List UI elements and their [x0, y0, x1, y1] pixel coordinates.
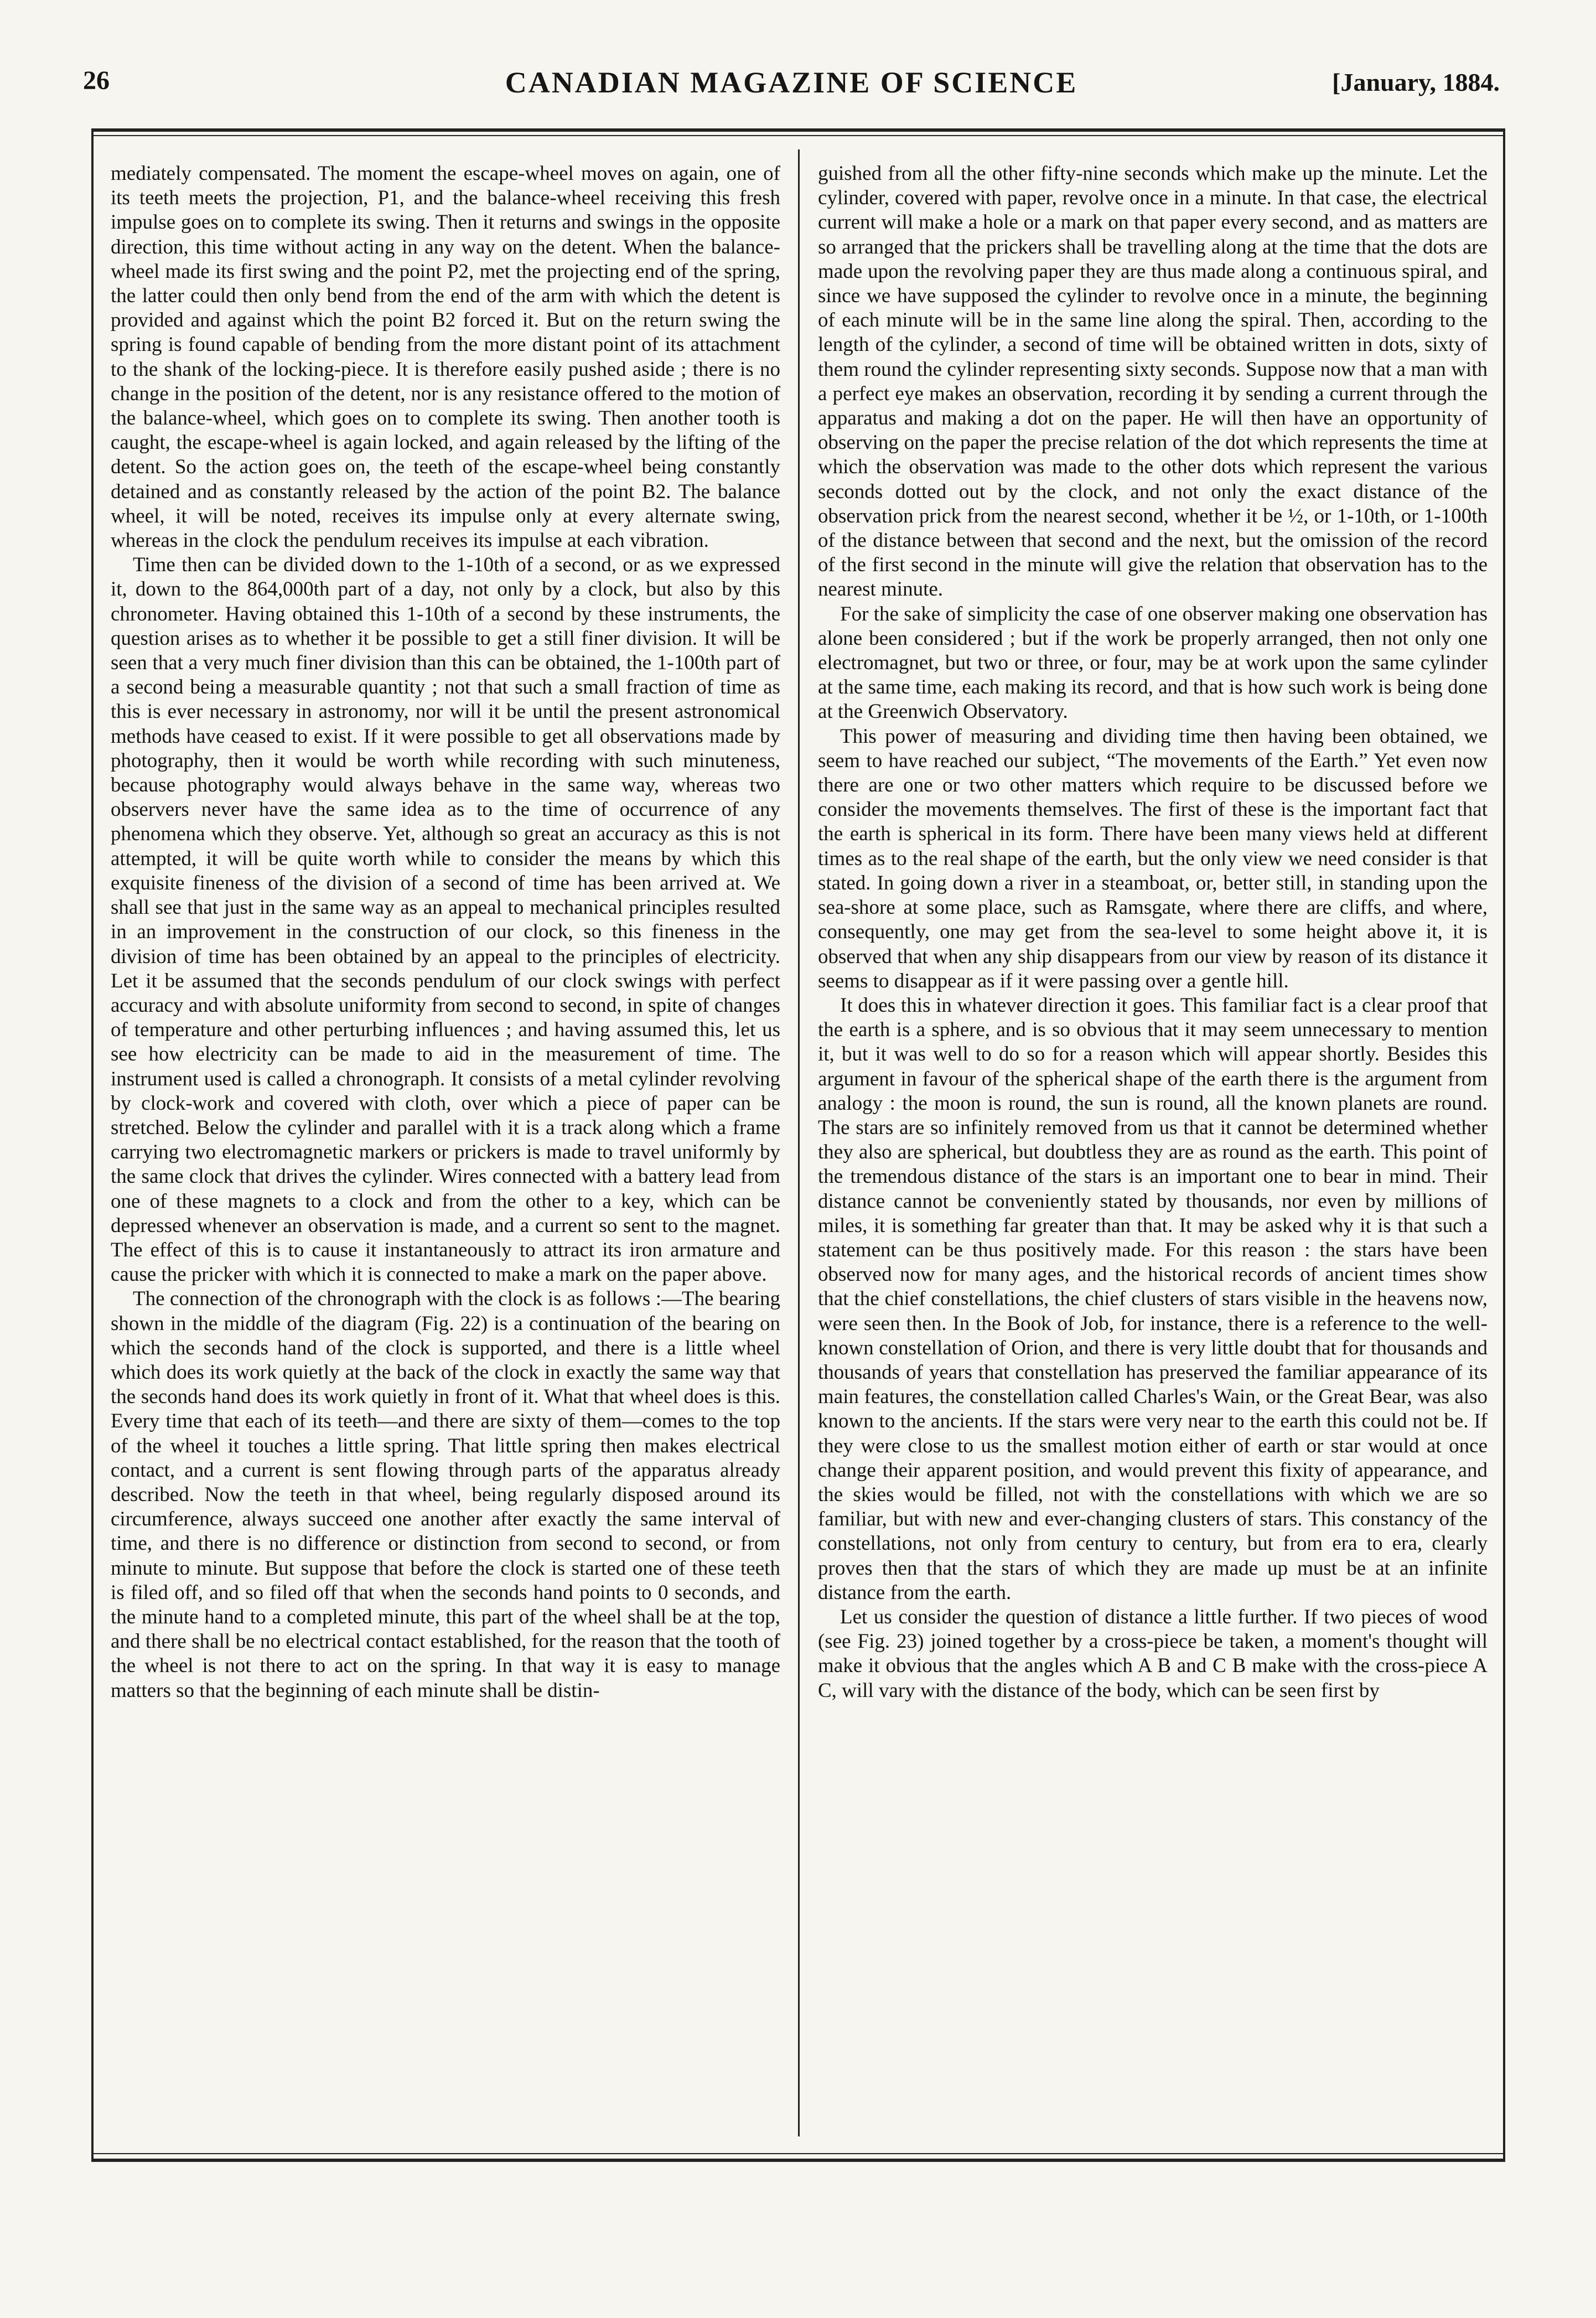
paragraph: Time then can be divided down to the 1-10th of a second, or as we expressed it, down to the 864,000th part of a day, not only by a clock, but also by this chronometer. Having obtained this 1-10th of a second by these instruments, the question arises as to whether it be possible to get a still finer division. It will be seen that a very much finer division than this can be obtained, the 1-100th part of a second being a measurable quantity ; not that such a small fraction of time as this is ever necessary in astronomy, nor will it be until the present astronomical methods have ceased to exist. If it were possible to get all observations made by photography, then it would be worth while recording with such minuteness, because photography would always behave in the same way, whereas two observers never have the same idea as to the time of occurrence of any phenomena which they observe. Yet, although so great an accuracy as this is not attempted, it will be quite worth while to consider the means by which this exquisite fineness of the division of a second of time has been arrived at. We shall see that just in the same way as an appeal to mechanical principles resulted in an improvement in the construction of our clock, so this fineness in the division of time has been obtained by an appeal to the principles of electricity. Let it be assumed that the seconds pendulum of our clock swings with perfect accuracy and with absolute uniformity from second to second, in spite of changes of temperature and other perturbing influences ; and having assumed this, let us see how electricity can be made to aid in the measurement of time. The instrument used is called a chronograph. It consists of a metal cylinder revolving by clock-work and covered with cloth, over which a piece of paper can be stretched. Below the cylinder and parallel with it is a track along which a frame carrying two electromagnetic markers or prickers is made to travel uniformly by the same clock that drives the cylinder. Wires connected with a battery lead from one of these magnets to a clock and from the other to a key, which can be depressed whenever an observation is made, and a current so sent to the magnet. The effect of this is to cause it instantaneously to attract its iron armature and cause the pricker with which it is connected to make a mark on the paper above.	[111, 553, 780, 1286]
bottom-rule-thin	[91, 2153, 1505, 2154]
frame-left-border	[91, 128, 94, 2162]
running-head: CANADIAN MAGAZINE OF SCIENCE	[505, 66, 1078, 99]
frame-right-border	[1503, 128, 1505, 2162]
left-column	[111, 162, 780, 2143]
paragraph: It does this in whatever direction it goes. This familiar fact is a clear proof that the earth is a sphere, and is so obvious that it may seem unnecessary to mention it, but it was well to do so for a reason which will appear shortly. Besides this argument in favour of the spherical shape of the earth there is the argument from analogy : the moon is round, the sun is round, all the known planets are round. The stars are so infinitely removed from us that it cannot be determined whether they also are spherical, but doubtless they are as round as the earth. This point of the tremendous distance of the stars is an important one to bear in mind. Their distance cannot be conveniently stated by thousands, nor even by millions of miles, it is something far greater than that. It may be asked why it is that such a statement can be thus positively made. For this reason : the stars have been observed now for many ages, and the historical records of ancient times show that the chief constellations, the chief clusters of stars visible in the heavens now, were seen then. In the Book of Job, for instance, there is a reference to the well-known constellation of Orion, and there is very little doubt that for thousands and thousands of years that constellation has preserved the familiar appearance of its main features, the constellation called Charles's Wain, or the Great Bear, was also known to the ancients. If the stars were very near to the earth this could not be. If they were close to us the smallest motion either of earth or star would at once change their apparent position, and would prevent this fixity of appearance, and the skies would be filled, not with the constellations with which we are so familiar, but with new and ever-changing clusters of stars. This constancy of the constellations, not only from century to century, but from era to era, clearly proves then that the stars of which they are made up must be at an infinite distance from the earth.	[818, 994, 1488, 1604]
top-rule-thin	[91, 135, 1505, 136]
page-header	[83, 65, 1500, 115]
column-divider	[798, 149, 800, 2136]
paragraph: mediately compensated. The moment the escape-wheel moves on again, one of its teeth meets the projection, P1, and the balance-wheel receiving this fresh impulse goes on to complete its swing. Then it returns and swings in the opposite direction, this time without acting in any way on the detent. When the balance-wheel made its first swing and the point P2, met the projecting end of the spring, the latter could then only bend from the end of the arm with which the detent is provided and against which the point B2 forced it. But on the return swing the spring is found capable of bending from the more distant point of its attachment to the shank of the locking-piece. It is therefore easily pushed aside ; there is no change in the position of the detent, nor is any resistance offered to the motion of the balance-wheel, which goes on to complete its swing. Then another tooth is caught, the escape-wheel is again locked, and again released by the lifting of the detent. So the action goes on, the teeth of the escape-wheel being constantly detained and as constantly released by the action of the point B2. The balance wheel, it will be noted, receives its impulse only at every alternate swing, whereas in the clock the pendulum receives its impulse at each vibration.	[111, 162, 780, 552]
paragraph: For the sake of simplicity the case of one observer making one observation has alone been considered ; but if the work be properly arranged, then not only one electromagnet, but two or three, or four, may be at work upon the same cylinder at the same time, each making its record, and that is how such work is being done at the Greenwich Observatory.	[818, 602, 1488, 723]
paragraph: Let us consider the question of distance a little further. If two pieces of wood (see Fig. 23) joined together by a cross-piece be taken, a moment's thought will make it obvious that the angles which A B and C B make with the cross-piece A C, will vary with the distance of the body, which can be seen first by	[818, 1605, 1488, 1702]
paragraph: The connection of the chronograph with the clock is as follows :—The bearing shown in the middle of the diagram (Fig. 22) is a continuation of the bearing on which the seconds hand of the clock is supported, and there is a little wheel which does its work quietly at the back of the clock in exactly the same way that the seconds hand does its work quietly in front of it. What that wheel does is this. Every time that each of its teeth—and there are sixty of them—comes to the top of the wheel it touches a little spring. That little spring then makes electrical contact, and a current is sent flowing through parts of the apparatus already described. Now the teeth in that wheel, being regularly disposed around its circumference, always succeed one another after exactly the same interval of time, and there is no difference or distinction from second to second, or from minute to minute. But suppose that before the clock is started one of these teeth is filed off, and so filed off that when the seconds hand points to 0 seconds, and the minute hand to a completed minute, this part of the wheel shall be at the top, and there shall be no electrical contact established, for the reason that the tooth of the wheel is not there to act on the spring. In that way it is easy to manage matters so that the beginning of each minute shall be distin-	[111, 1287, 780, 1702]
paragraph: This power of measuring and dividing time then having been obtained, we seem to have reached our subject, “The movements of the Earth.” Yet even now there are one or two other matters which require to be discussed before we consider the movements themselves. The first of these is the important fact that the earth is spherical in its form. There have been many views held at different times as to the real shape of the earth, but the only view we need consider is that stated. In going down a river in a steamboat, or, better still, in standing upon the sea-shore at some place, such as Ramsgate, where there are cliffs, and where, consequently, one may get from the sea-level to some height above it, it is observed that when any ship disappears from our view by reason of its distance it seems to disappear as if it were passing over a gentle hill.	[818, 725, 1488, 992]
paragraph: guished from all the other fifty-nine seconds which make up the minute. Let the cylinder, covered with paper, revolve once in a minute. In that case, the electrical current will make a hole or a mark on that paper every second, and as matters are so arranged that the prickers shall be travelling along at the time that the dots are made upon the revolving paper they are thus made along a continuous spiral, and since we have supposed the cylinder to revolve once in a minute, the beginning of each minute will be in the same line along the spiral. Then, according to the length of the cylinder, a second of time will be obtained written in dots, sixty of them round the cylinder representing sixty seconds. Suppose now that a man with a perfect eye makes an observation, recording it by sending a current through the apparatus and making a dot on the paper. He will then have an opportunity of observing on the paper the precise relation of the dot which represents the time at which the observation was made to the other dots which represent the various seconds dotted out by the clock, and not only the exact distance of the observation prick from the nearest second, whether it be ½, or 1-10th, or 1-100th of the distance between that second and the next, but the omission of the record of the first second in the minute will give the relation that observation has to the nearest minute.	[818, 162, 1488, 601]
bottom-rule	[91, 2159, 1505, 2162]
right-column	[818, 162, 1488, 2143]
issue-date: [January, 1884.	[1332, 68, 1500, 96]
top-rule	[91, 128, 1505, 132]
page-number: 26	[83, 66, 110, 95]
